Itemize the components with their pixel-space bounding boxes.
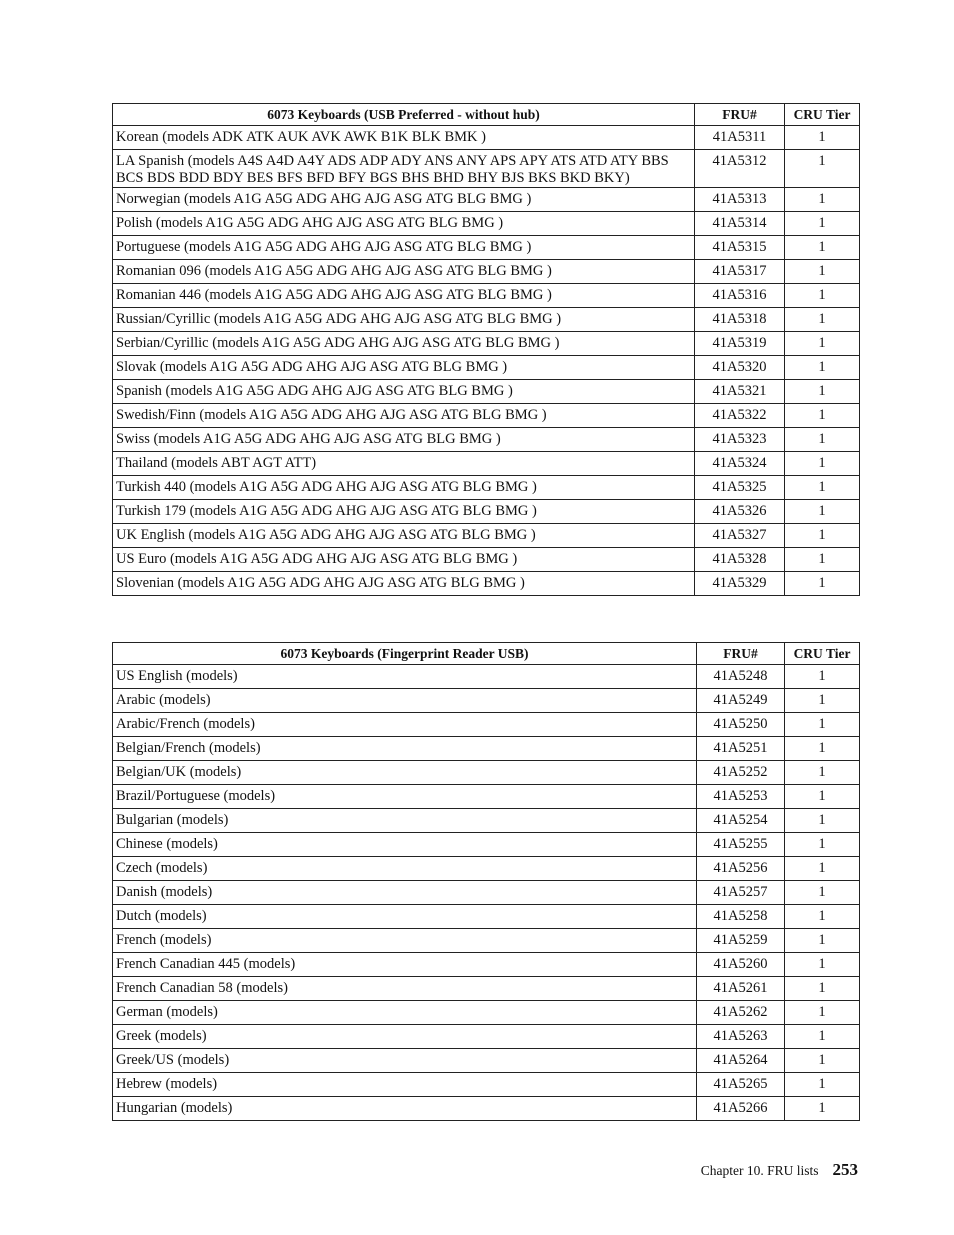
table-row xyxy=(113,713,860,737)
cell-fru-number: 41A5257 xyxy=(697,881,785,905)
cell-cru-tier: 1 xyxy=(785,548,860,572)
cell-description: Arabic/French (models) xyxy=(113,713,697,737)
cell-fru-number: 41A5250 xyxy=(697,713,785,737)
cell-cru-tier: 1 xyxy=(785,284,860,308)
table-row xyxy=(113,785,860,809)
cell-description: Thailand (models ABT AGT ATT) xyxy=(113,452,695,476)
cell-description: Greek/US (models) xyxy=(113,1049,697,1073)
cell-cru-tier: 1 xyxy=(785,809,860,833)
cell-cru-tier: 1 xyxy=(785,713,860,737)
cell-description: Czech (models) xyxy=(113,857,697,881)
table-row xyxy=(113,833,860,857)
cell-description: Bulgarian (models) xyxy=(113,809,697,833)
table-row xyxy=(113,524,860,548)
table-row xyxy=(113,126,860,150)
cell-cru-tier: 1 xyxy=(785,212,860,236)
cell-cru-tier: 1 xyxy=(785,356,860,380)
cell-description: LA Spanish (models A4S A4D A4Y ADS ADP ADY ANS ANY APS APY ATS ATD ATY BBS BCS BDS BDD BDY BES BFS BFD BFY BGS BHS BHD BHY BJS BKS BKD BKY) xyxy=(113,150,695,188)
column-header-fru: FRU# xyxy=(695,104,785,126)
cell-fru-number: 41A5326 xyxy=(695,500,785,524)
cell-description: Swiss (models A1G A5G ADG AHG AJG ASG ATG BLG BMG ) xyxy=(113,428,695,452)
table-row xyxy=(113,284,860,308)
cell-description: UK English (models A1G A5G ADG AHG AJG ASG ATG BLG BMG ) xyxy=(113,524,695,548)
cell-description: Hungarian (models) xyxy=(113,1097,697,1121)
cell-cru-tier: 1 xyxy=(785,833,860,857)
cell-description: Belgian/French (models) xyxy=(113,737,697,761)
column-header-description: 6073 Keyboards (USB Preferred - without hub) xyxy=(113,104,695,126)
table-row xyxy=(113,212,860,236)
keyboards-usb-preferred-table xyxy=(112,103,860,596)
cell-description: Swedish/Finn (models A1G A5G ADG AHG AJG ASG ATG BLG BMG ) xyxy=(113,404,695,428)
cell-cru-tier: 1 xyxy=(785,881,860,905)
cell-description: French (models) xyxy=(113,929,697,953)
table-row xyxy=(113,857,860,881)
table-row xyxy=(113,428,860,452)
cell-description: German (models) xyxy=(113,1001,697,1025)
cell-fru-number: 41A5256 xyxy=(697,857,785,881)
cell-fru-number: 41A5328 xyxy=(695,548,785,572)
cell-cru-tier: 1 xyxy=(785,1097,860,1121)
cell-fru-number: 41A5255 xyxy=(697,833,785,857)
cell-cru-tier: 1 xyxy=(785,476,860,500)
table-row xyxy=(113,236,860,260)
cell-description: Romanian 096 (models A1G A5G ADG AHG AJG ASG ATG BLG BMG ) xyxy=(113,260,695,284)
cell-fru-number: 41A5321 xyxy=(695,380,785,404)
column-header-fru: FRU# xyxy=(697,643,785,665)
cell-cru-tier: 1 xyxy=(785,785,860,809)
cell-fru-number: 41A5261 xyxy=(697,977,785,1001)
cell-cru-tier: 1 xyxy=(785,1001,860,1025)
cell-fru-number: 41A5249 xyxy=(697,689,785,713)
cell-description: Hebrew (models) xyxy=(113,1073,697,1097)
cell-cru-tier: 1 xyxy=(785,500,860,524)
cell-description: French Canadian 445 (models) xyxy=(113,953,697,977)
cell-fru-number: 41A5266 xyxy=(697,1097,785,1121)
cell-fru-number: 41A5251 xyxy=(697,737,785,761)
table-row xyxy=(113,260,860,284)
cell-fru-number: 41A5265 xyxy=(697,1073,785,1097)
table-header-row xyxy=(113,643,860,665)
cell-fru-number: 41A5264 xyxy=(697,1049,785,1073)
table-row xyxy=(113,1073,860,1097)
table-row xyxy=(113,500,860,524)
table-row xyxy=(113,308,860,332)
cell-cru-tier: 1 xyxy=(785,332,860,356)
cell-description: Korean (models ADK ATK AUK AVK AWK B1K BLK BMK ) xyxy=(113,126,695,150)
cell-fru-number: 41A5319 xyxy=(695,332,785,356)
table-row xyxy=(113,1025,860,1049)
table-row xyxy=(113,380,860,404)
cell-fru-number: 41A5320 xyxy=(695,356,785,380)
cell-cru-tier: 1 xyxy=(785,308,860,332)
page-footer xyxy=(701,1160,858,1180)
cell-fru-number: 41A5260 xyxy=(697,953,785,977)
cell-fru-number: 41A5315 xyxy=(695,236,785,260)
cell-cru-tier: 1 xyxy=(785,428,860,452)
table-row xyxy=(113,452,860,476)
cell-cru-tier: 1 xyxy=(785,905,860,929)
cell-cru-tier: 1 xyxy=(785,150,860,188)
table-row xyxy=(113,809,860,833)
cell-description: French Canadian 58 (models) xyxy=(113,977,697,1001)
cell-description: Dutch (models) xyxy=(113,905,697,929)
cell-cru-tier: 1 xyxy=(785,260,860,284)
cell-description: Turkish 440 (models A1G A5G ADG AHG AJG ASG ATG BLG BMG ) xyxy=(113,476,695,500)
cell-cru-tier: 1 xyxy=(785,977,860,1001)
cell-cru-tier: 1 xyxy=(785,236,860,260)
cell-description: Portuguese (models A1G A5G ADG AHG AJG ASG ATG BLG BMG ) xyxy=(113,236,695,260)
cell-fru-number: 41A5254 xyxy=(697,809,785,833)
cell-fru-number: 41A5318 xyxy=(695,308,785,332)
table-header-row xyxy=(113,104,860,126)
cell-fru-number: 41A5248 xyxy=(697,665,785,689)
cell-cru-tier: 1 xyxy=(785,1025,860,1049)
cell-fru-number: 41A5253 xyxy=(697,785,785,809)
cell-description: Greek (models) xyxy=(113,1025,697,1049)
table-row xyxy=(113,188,860,212)
keyboards-fingerprint-reader-table xyxy=(112,642,860,1121)
table-row xyxy=(113,572,860,596)
table-row xyxy=(113,977,860,1001)
cell-description: Romanian 446 (models A1G A5G ADG AHG AJG ASG ATG BLG BMG ) xyxy=(113,284,695,308)
table-row xyxy=(113,404,860,428)
table-row xyxy=(113,476,860,500)
cell-description: Turkish 179 (models A1G A5G ADG AHG AJG ASG ATG BLG BMG ) xyxy=(113,500,695,524)
cell-fru-number: 41A5313 xyxy=(695,188,785,212)
table-row xyxy=(113,929,860,953)
cell-description: Norwegian (models A1G A5G ADG AHG AJG ASG ATG BLG BMG ) xyxy=(113,188,695,212)
cell-description: Brazil/Portuguese (models) xyxy=(113,785,697,809)
cell-fru-number: 41A5252 xyxy=(697,761,785,785)
cell-fru-number: 41A5329 xyxy=(695,572,785,596)
table-row xyxy=(113,150,860,188)
cell-description: Slovak (models A1G A5G ADG AHG AJG ASG ATG BLG BMG ) xyxy=(113,356,695,380)
cell-cru-tier: 1 xyxy=(785,929,860,953)
cell-description: Danish (models) xyxy=(113,881,697,905)
cell-description: Russian/Cyrillic (models A1G A5G ADG AHG AJG ASG ATG BLG BMG ) xyxy=(113,308,695,332)
cell-cru-tier: 1 xyxy=(785,572,860,596)
table-row xyxy=(113,761,860,785)
cell-fru-number: 41A5323 xyxy=(695,428,785,452)
cell-cru-tier: 1 xyxy=(785,665,860,689)
cell-fru-number: 41A5324 xyxy=(695,452,785,476)
table-row xyxy=(113,356,860,380)
cell-fru-number: 41A5258 xyxy=(697,905,785,929)
cell-fru-number: 41A5316 xyxy=(695,284,785,308)
table-row xyxy=(113,881,860,905)
cell-fru-number: 41A5325 xyxy=(695,476,785,500)
table-row xyxy=(113,1097,860,1121)
table-row xyxy=(113,953,860,977)
cell-fru-number: 41A5263 xyxy=(697,1025,785,1049)
cell-cru-tier: 1 xyxy=(785,452,860,476)
cell-description: US Euro (models A1G A5G ADG AHG AJG ASG ATG BLG BMG ) xyxy=(113,548,695,572)
cell-fru-number: 41A5311 xyxy=(695,126,785,150)
cell-description: Arabic (models) xyxy=(113,689,697,713)
cell-description: Belgian/UK (models) xyxy=(113,761,697,785)
cell-cru-tier: 1 xyxy=(785,737,860,761)
cell-fru-number: 41A5259 xyxy=(697,929,785,953)
cell-description: Spanish (models A1G A5G ADG AHG AJG ASG ATG BLG BMG ) xyxy=(113,380,695,404)
table-row xyxy=(113,665,860,689)
cell-description: US English (models) xyxy=(113,665,697,689)
column-header-cru-tier: CRU Tier xyxy=(785,643,860,665)
table-row xyxy=(113,689,860,713)
cell-description: Polish (models A1G A5G ADG AHG AJG ASG ATG BLG BMG ) xyxy=(113,212,695,236)
cell-description: Slovenian (models A1G A5G ADG AHG AJG ASG ATG BLG BMG ) xyxy=(113,572,695,596)
table-row xyxy=(113,332,860,356)
cell-fru-number: 41A5262 xyxy=(697,1001,785,1025)
table-row xyxy=(113,737,860,761)
cell-cru-tier: 1 xyxy=(785,1073,860,1097)
cell-cru-tier: 1 xyxy=(785,380,860,404)
column-header-description: 6073 Keyboards (Fingerprint Reader USB) xyxy=(113,643,697,665)
cell-description: Serbian/Cyrillic (models A1G A5G ADG AHG AJG ASG ATG BLG BMG ) xyxy=(113,332,695,356)
cell-cru-tier: 1 xyxy=(785,524,860,548)
table-row xyxy=(113,1001,860,1025)
cell-fru-number: 41A5322 xyxy=(695,404,785,428)
table-row xyxy=(113,548,860,572)
table-row xyxy=(113,1049,860,1073)
cell-fru-number: 41A5314 xyxy=(695,212,785,236)
column-header-cru-tier: CRU Tier xyxy=(785,104,860,126)
cell-cru-tier: 1 xyxy=(785,689,860,713)
chapter-label: Chapter 10. FRU lists xyxy=(700,1163,819,1178)
cell-cru-tier: 1 xyxy=(785,953,860,977)
cell-cru-tier: 1 xyxy=(785,126,860,150)
cell-cru-tier: 1 xyxy=(785,188,860,212)
cell-cru-tier: 1 xyxy=(785,1049,860,1073)
cell-fru-number: 41A5312 xyxy=(695,150,785,188)
cell-cru-tier: 1 xyxy=(785,761,860,785)
cell-cru-tier: 1 xyxy=(785,857,860,881)
cell-fru-number: 41A5317 xyxy=(695,260,785,284)
table-row xyxy=(113,905,860,929)
cell-description: Chinese (models) xyxy=(113,833,697,857)
cell-cru-tier: 1 xyxy=(785,404,860,428)
page-number: 253 xyxy=(832,1160,858,1179)
cell-fru-number: 41A5327 xyxy=(695,524,785,548)
